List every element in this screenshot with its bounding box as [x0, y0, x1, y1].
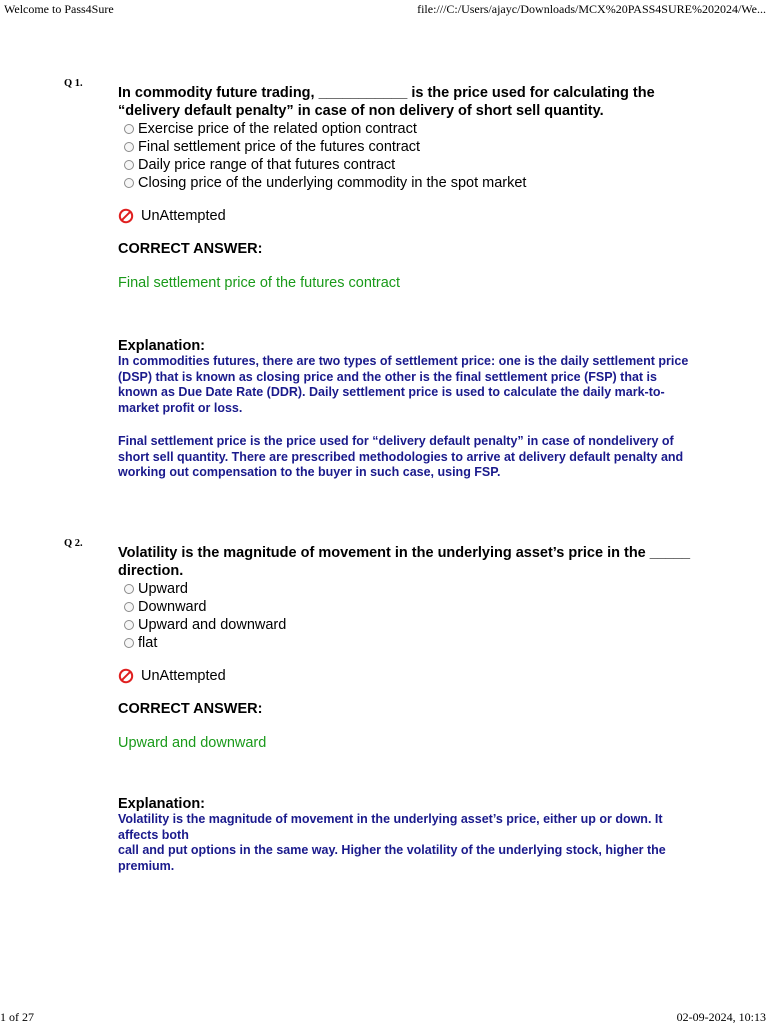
option-label: Exercise price of the related option contract — [138, 121, 417, 137]
explanation-paragraph — [118, 812, 698, 875]
status-label: UnAttempted — [141, 668, 226, 684]
attempt-status — [118, 206, 698, 226]
question-text: In commodity future trading, ___________ is the price used for calculating the “delivery default penalty” in case of non delivery of short sell quantity. — [118, 85, 655, 119]
option-a[interactable] — [118, 580, 698, 598]
radio-button[interactable] — [124, 620, 134, 630]
radio-button[interactable] — [124, 124, 134, 134]
option-c[interactable] — [118, 156, 698, 174]
correct-answer: Upward and downward — [118, 735, 267, 751]
explanation-line: Volatility is the magnitude of movement in the underlying asset’s price, either up or down. It affects both — [118, 812, 663, 842]
correct-answer-heading: CORRECT ANSWER: — [118, 241, 263, 257]
page-counter: 1 of 27 — [0, 1010, 34, 1024]
attempt-status — [118, 666, 698, 686]
question-number: Q 1. — [64, 78, 83, 89]
option-label: Downward — [138, 599, 207, 615]
option-label: Daily price range of that futures contract — [138, 157, 396, 173]
answer-options — [118, 120, 698, 192]
radio-button[interactable] — [124, 584, 134, 594]
radio-button[interactable] — [124, 142, 134, 152]
answer-options — [118, 580, 698, 652]
correct-answer: Final settlement price of the futures contract — [118, 275, 401, 291]
print-header — [0, 2, 768, 18]
option-d[interactable] — [118, 634, 698, 652]
option-d[interactable] — [118, 174, 698, 192]
question-number: Q 2. — [64, 538, 83, 549]
option-c[interactable] — [118, 616, 698, 634]
option-b[interactable] — [118, 598, 698, 616]
prohibited-icon — [118, 208, 134, 224]
radio-button[interactable] — [124, 638, 134, 648]
question-text: Volatility is the magnitude of movement in the underlying asset’s price in the _____ direction. — [118, 545, 691, 579]
correct-answer-heading: CORRECT ANSWER: — [118, 701, 263, 717]
page-title: Welcome to Pass4Sure — [4, 2, 114, 16]
explanation-heading: Explanation: — [118, 796, 206, 812]
question-body — [118, 544, 698, 875]
prohibited-icon — [118, 668, 134, 684]
question-body — [118, 84, 698, 481]
option-b[interactable] — [118, 138, 698, 156]
option-label: Closing price of the underlying commodity in the spot market — [138, 175, 527, 191]
explanation-heading: Explanation: — [118, 338, 206, 354]
option-label: Final settlement price of the futures contract — [138, 139, 421, 155]
status-label: UnAttempted — [141, 208, 226, 224]
radio-button[interactable] — [124, 160, 134, 170]
option-label: flat — [138, 635, 158, 651]
option-a[interactable] — [118, 120, 698, 138]
page-url: file:///C:/Users/ajayc/Downloads/MCX%20PASS4SURE%202024/We... — [417, 2, 766, 16]
explanation-line: call and put options in the same way. Higher the volatility of the underlying stock, higher the premium. — [118, 843, 666, 874]
print-datetime: 02-09-2024, 10:13 — [676, 1010, 766, 1024]
explanation-paragraph: Final settlement price is the price used for “delivery default penalty” in case of nondelivery of short sell quantity. There are prescribed methodologies to arrive at delivery default penalty and working out compensation to the buyer in such case, using FSP. — [118, 433, 684, 480]
option-label: Upward and downward — [138, 617, 287, 633]
radio-button[interactable] — [124, 178, 134, 188]
radio-button[interactable] — [124, 602, 134, 612]
option-label: Upward — [138, 581, 188, 597]
explanation-paragraph: In commodities futures, there are two types of settlement price: one is the daily settlement price (DSP) that is known as closing price and the other is the final settlement price (FSP) that is known as Due Date Rate (DDR). Daily settlement price is used to calculate the daily mark-to-market profit or loss. — [118, 354, 689, 416]
